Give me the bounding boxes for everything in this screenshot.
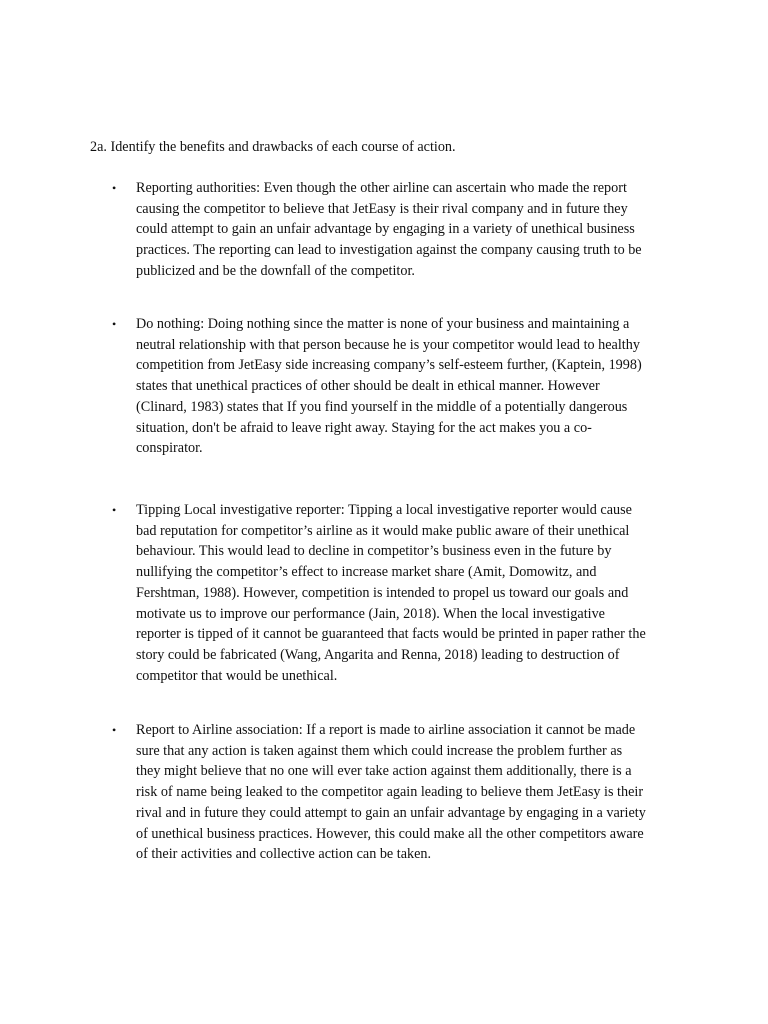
bullet-icon: • — [112, 503, 117, 517]
text-line: could attempt to gain an unfair advantage by engaging in a variety of unethical business — [136, 221, 635, 238]
text-line: risk of name being leaked to the competitor again leading to believe them JetEasy is their — [136, 784, 644, 801]
text-line: they might believe that no one will ever take action against them additionally, there is a — [136, 763, 632, 780]
text-line: practices. The reporting can lead to investigation against the company causing truth to be — [136, 242, 642, 259]
text-line: (Clinard, 1983) states that If you find yourself in the middle of a potentially dangerous — [136, 398, 628, 415]
section-heading: 2a. Identify the benefits and drawbacks of each course of action. — [90, 139, 456, 155]
text-line: states that unethical practices of other should be dealt in ethical manner. However — [136, 378, 600, 395]
text-line: motivate us to improve our performance (Jain, 2018). When the local investigative — [136, 605, 605, 622]
text-line: Tipping Local investigative reporter: Tipping a local investigative reporter would cause — [136, 502, 632, 518]
bullet-icon: • — [112, 317, 117, 331]
text-line: rival and in future they could attempt to gain an unfair advantage by engaging in a variety — [136, 804, 646, 821]
text-line: competitor that would be unethical. — [136, 667, 338, 684]
text-line: bad reputation for competitor’s airline as it would make public aware of their unethical — [136, 522, 630, 539]
text-line: competition from JetEasy side increasing company’s self-esteem further, (Kaptein, 1998) — [136, 357, 642, 374]
list-item-text — [136, 500, 696, 686]
text-line: conspirator. — [136, 440, 203, 457]
text-line: Reporting authorities: Even though the other airline can ascertain who made the report — [136, 180, 627, 196]
text-line: Fershtman, 1988). However, competition is intended to propel us toward our goals and — [136, 584, 629, 601]
list-item-text — [136, 314, 696, 459]
bullet-icon: • — [112, 723, 117, 737]
text-line: causing the competitor to believe that JetEasy is their rival company and in future they — [136, 200, 628, 217]
bullet-icon: • — [112, 181, 117, 195]
text-line: reporter is tipped of it cannot be guaranteed that facts would be printed in paper rather the — [136, 626, 646, 643]
text-line: sure that any action is taken against them which could increase the problem further as — [136, 742, 623, 759]
text-line: nullifying the competitor’s effect to increase market share (Amit, Domowitz, and — [136, 564, 597, 581]
text-line: situation, don't be afraid to leave right away. Staying for the act makes you a co- — [136, 419, 592, 436]
text-line: publicized and be the downfall of the competitor. — [136, 262, 415, 279]
list-item-text — [136, 720, 696, 865]
list-item-text — [136, 178, 696, 282]
text-line: Report to Airline association: If a report is made to airline association it cannot be made — [136, 722, 636, 738]
text-line: neutral relationship with that person because he is your competitor would lead to healthy — [136, 336, 640, 353]
text-line: story could be fabricated (Wang, Angarita and Renna, 2018) leading to destruction of — [136, 646, 620, 663]
text-line: Do nothing: Doing nothing since the matter is none of your business and maintaining a — [136, 316, 630, 332]
text-line: of unethical business practices. However, this could make all the other competitors aware — [136, 825, 644, 842]
text-line: behaviour. This would lead to decline in competitor’s business even in the future by — [136, 543, 612, 560]
text-line: of their activities and collective action can be taken. — [136, 846, 432, 863]
